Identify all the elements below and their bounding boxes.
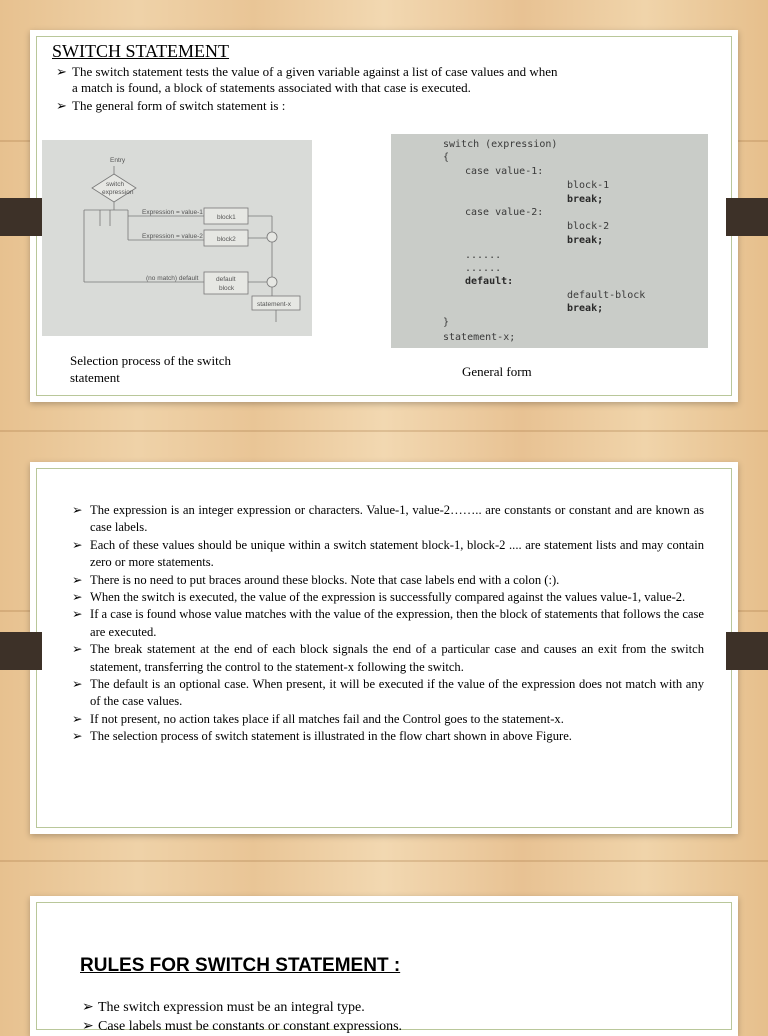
list-item: ➢ There is no need to put braces around these blocks. Note that case labels end with a colon (:). bbox=[72, 572, 560, 587]
slide-2-left-tab bbox=[0, 632, 42, 670]
caption-general-form: General form bbox=[462, 364, 532, 379]
code-line-1: switch (expression) bbox=[443, 139, 558, 150]
code-line-5: break; bbox=[567, 194, 604, 205]
fc-block-1: block1 bbox=[217, 214, 236, 221]
slide-1-right-tab bbox=[726, 198, 768, 236]
slide-2-bullet-list bbox=[72, 502, 704, 746]
fc-default-line1: default bbox=[216, 276, 236, 283]
fc-decision-line1: switch bbox=[106, 181, 125, 188]
fc-cond-2: Expression = value-2 bbox=[142, 233, 203, 240]
slide-3-bullet-2: ➢ Case labels must be constants or constant expressions. bbox=[82, 1019, 403, 1034]
slide-1-left-tab bbox=[0, 198, 42, 236]
list-item: ➢ The selection process of switch statement is illustrated in the flow chart shown in above Figure. bbox=[72, 729, 572, 744]
slide-1-title: SWITCH STATEMENT bbox=[52, 41, 230, 61]
code-line-7: block-2 bbox=[567, 221, 610, 232]
code-line-14: } bbox=[443, 317, 450, 328]
list-item: ➢ If not present, no action takes place if all matches fail and the Control goes to the statement-x. bbox=[72, 711, 564, 726]
code-figure bbox=[391, 134, 708, 348]
slide-3-bullet-1: ➢ The switch expression must be an integral type. bbox=[82, 1000, 365, 1015]
code-line-15: statement-x; bbox=[443, 332, 516, 343]
slide-1-bullet-1-cont: a match is found, a block of statements associated with that case is executed. bbox=[72, 80, 471, 95]
code-line-10: ...... bbox=[465, 263, 502, 274]
fc-cond-default: (no match) default bbox=[146, 275, 199, 282]
fc-entry: Entry bbox=[110, 157, 126, 164]
fc-statement: statement-x bbox=[257, 301, 291, 308]
code-line-11: default: bbox=[465, 276, 514, 287]
fc-block-2: block2 bbox=[217, 236, 236, 243]
slide-3-title: RULES FOR SWITCH STATEMENT : bbox=[80, 955, 401, 976]
code-background bbox=[391, 134, 708, 348]
code-line-13: break; bbox=[567, 303, 604, 314]
list-item: ➢ The expression is an integer expression or characters. Value-1, value-2…….. are constants or constant and are known as case labels. bbox=[72, 503, 704, 535]
code-line-12: default-block bbox=[567, 290, 646, 301]
flowchart-figure bbox=[42, 140, 312, 336]
code-line-9: ...... bbox=[465, 250, 502, 261]
code-line-2: { bbox=[443, 152, 450, 163]
fc-default-line2: block bbox=[219, 285, 235, 292]
list-item: ➢ If a case is found whose value matches with the value of the expression, then the block of statements that follows the case are executed. bbox=[72, 607, 704, 639]
code-line-6: case value-2: bbox=[465, 207, 544, 218]
slide-2-right-tab bbox=[726, 632, 768, 670]
list-item: ➢ The default is an optional case. When present, it will be executed if the value of the expression does not match with any of the case values. bbox=[72, 677, 704, 709]
caption-flowchart: Selection process of the switch statement bbox=[70, 353, 232, 385]
list-item: ➢ The break statement at the end of each block signals the end of a particular case and causes an exit from the switch statement, transferring the control to the statement-x following the switch. bbox=[72, 642, 704, 674]
list-item: ➢ Each of these values should be unique within a switch statement block-1, block-2 .... are statement lists and may contain zero or more statements. bbox=[72, 537, 704, 570]
fc-cond-1: Expression = value-1 bbox=[142, 209, 203, 216]
code-line-4: block-1 bbox=[567, 180, 610, 191]
fc-decision-line2: expression bbox=[102, 189, 134, 196]
code-line-3: case value-1: bbox=[465, 166, 544, 177]
slide-1-bullet-1: ➢ The switch statement tests the value of a given variable against a list of case values and when bbox=[56, 64, 558, 79]
slide-1-bullet-2: ➢ The general form of switch statement is : bbox=[56, 98, 286, 113]
code-line-8: break; bbox=[567, 235, 604, 246]
list-item: ➢ When the switch is executed, the value of the expression is successfully compared against the values value-1, value-2. bbox=[72, 590, 686, 605]
